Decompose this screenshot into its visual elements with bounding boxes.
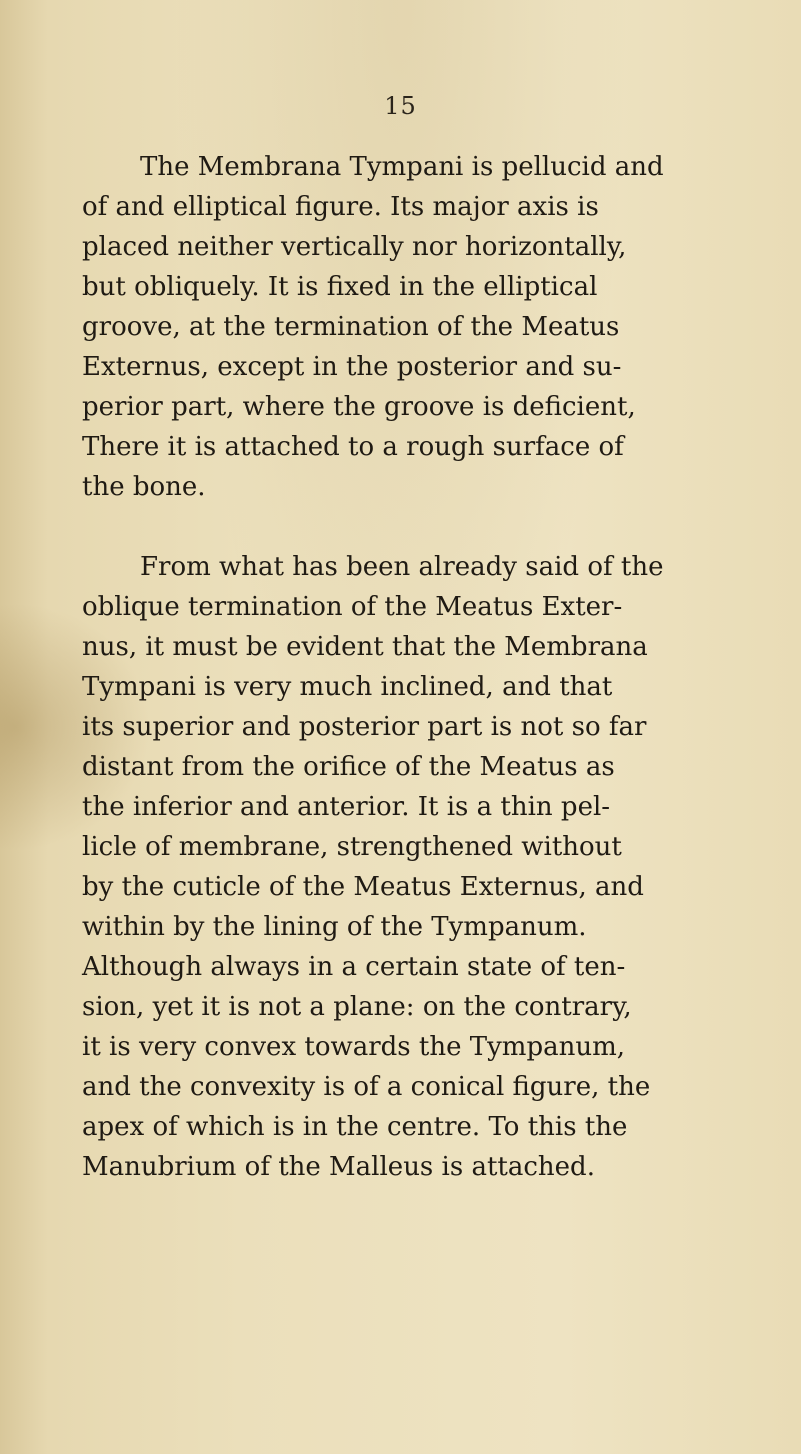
body-text	[82, 147, 722, 1187]
paragraph-2	[82, 547, 722, 1187]
text-line: by the cuticle of the Meatus Externus, and	[82, 872, 644, 902]
text-line: its superior and posterior part is not so far	[82, 712, 647, 742]
paragraph-1	[82, 147, 722, 507]
text-line: There it is attached to a rough surface of	[82, 432, 624, 462]
text-line: the inferior and anterior. It is a thin pel-	[82, 792, 611, 822]
text-line: and the convexity is of a conical figure, the	[82, 1072, 651, 1102]
paragraph-gap	[82, 507, 722, 547]
text-line: the bone.	[82, 472, 206, 502]
text-line: Although always in a certain state of ten-	[82, 952, 626, 982]
text-line: Tympani is very much inclined, and that	[82, 672, 613, 702]
text-line: within by the lining of the Tympanum.	[82, 912, 587, 942]
text-line: Externus, except in the posterior and su-	[82, 352, 622, 382]
text-line: placed neither vertically nor horizontally,	[82, 232, 627, 262]
text-line: distant from the orifice of the Meatus as	[82, 752, 615, 782]
text-line: From what has been already said of the	[140, 552, 664, 582]
text-line: oblique termination of the Meatus Exter-	[82, 592, 623, 622]
text-line: perior part, where the groove is deficient,	[82, 392, 636, 422]
text-line: sion, yet it is not a plane: on the contrary,	[82, 992, 632, 1022]
text-line: The Membrana Tympani is pellucid and	[140, 152, 664, 182]
text-line: licle of membrane, strengthened without	[82, 832, 622, 862]
text-line: it is very convex towards the Tympanum,	[82, 1032, 625, 1062]
text-line: apex of which is in the centre. To this the	[82, 1112, 628, 1142]
page-number: 15	[384, 92, 417, 120]
text-line: groove, at the termination of the Meatus	[82, 312, 620, 342]
text-line: Manubrium of the Malleus is attached.	[82, 1152, 595, 1182]
text-line: nus, it must be evident that the Membrana	[82, 632, 648, 662]
text-line: of and elliptical figure. Its major axis is	[82, 192, 599, 222]
text-line: but obliquely. It is fixed in the elliptical	[82, 272, 598, 302]
